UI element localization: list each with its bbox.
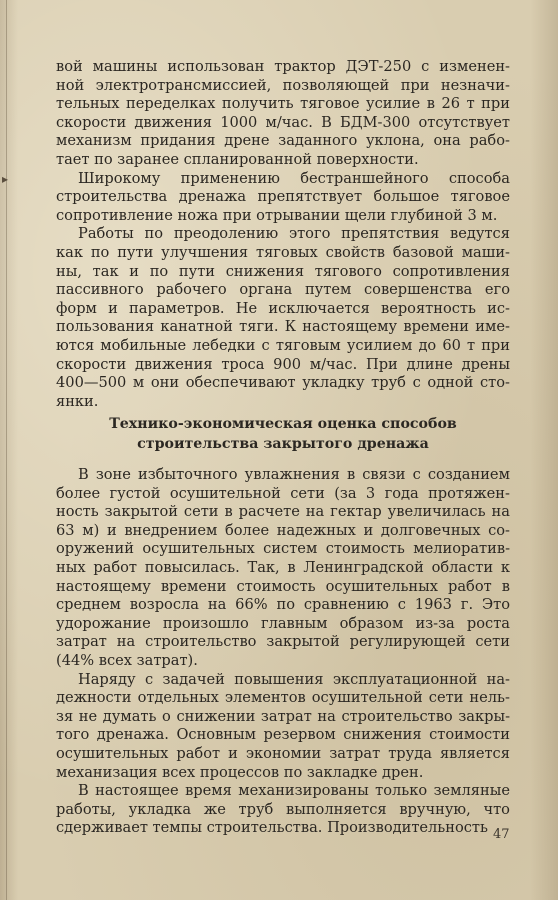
- text-line: Работы по преодолению этого препятствия ведутся: [78, 225, 510, 243]
- text-line: дежности отдельных элементов осушительной сети нель-: [56, 689, 510, 707]
- text-line: сопротивление ножа при отрывании щели глубиной 3 м.: [56, 206, 498, 224]
- text-line: оружений осушительных систем стоимость мелиоратив-: [56, 540, 510, 558]
- text-line: более густой осушительной сети (за 3 года протяжен-: [56, 484, 510, 502]
- text-block-bottom: [56, 466, 510, 838]
- text-line: среднем возросла на 66% по сравнению с 1963 г. Это: [56, 596, 510, 614]
- text-line: 400—500 м они обеспечивают укладку труб с одной сто-: [56, 374, 510, 392]
- text-line: ной электротрансмиссией, позволяющей при незначи-: [56, 76, 510, 94]
- text-line: механизм придания дрене заданного уклона, она рабо-: [56, 132, 510, 150]
- text-line: скорости движения троса 900 м/час. При длине дрены: [56, 355, 510, 373]
- margin-mark: ▸: [2, 172, 9, 186]
- text-line: пассивного рабочего органа путем совершенства его: [56, 281, 510, 299]
- page-number: 47: [493, 827, 510, 842]
- text-line: настоящему времени стоимость осушительных работ в: [56, 577, 510, 595]
- text-line: строительства дренажа препятствует большое тяговое: [56, 188, 510, 206]
- section-heading: [56, 414, 510, 454]
- section-heading-line-2: строительства закрытого дренажа: [137, 436, 429, 452]
- text-line: работы, укладка же труб выполняется вручную, что: [56, 800, 510, 818]
- text-line: ются мобильные лебедки с тяговым усилием до 60 т при: [56, 336, 510, 354]
- text-line: вой машины использован трактор ДЭТ-250 с изменен-: [56, 58, 510, 75]
- text-line: механизация всех процессов по закладке дрен.: [56, 763, 424, 781]
- text-line: 63 м) и внедрением более надежных и долговечных со-: [56, 521, 510, 539]
- text-line: (44% всех затрат).: [56, 651, 198, 669]
- text-block-top: [56, 58, 510, 411]
- text-line: затрат на строительство закрытой регулирующей сети: [56, 633, 510, 651]
- text-line: янки.: [56, 392, 99, 410]
- text-line: Широкому применению бестраншейного способа: [78, 169, 510, 187]
- text-line: тельных переделках получить тяговое усилие в 26 т при: [56, 95, 510, 113]
- text-line: как по пути улучшения тяговых свойств базовой маши-: [56, 243, 510, 261]
- text-line: тает по заранее спланированной поверхности.: [56, 150, 419, 168]
- text-line: В настоящее время механизированы только земляные: [78, 782, 510, 800]
- section-heading-line-1: Технико-экономическая оценка способов: [109, 416, 457, 432]
- text-line: скорости движения 1000 м/час. В БДМ-300 отсутствует: [56, 113, 510, 131]
- text-line: ность закрытой сети в расчете на гектар увеличилась на: [56, 503, 510, 521]
- text-line: того дренажа. Основным резервом снижения стоимости: [56, 726, 510, 744]
- text-line: зя не думать о снижении затрат на строительство закры-: [56, 707, 510, 725]
- text-line: ны, так и по пути снижения тягового сопротивления: [56, 262, 510, 280]
- text-line: В зоне избыточного увлажнения в связи с созданием: [78, 466, 510, 483]
- text-line: форм и параметров. Не исключается вероятность ис-: [56, 299, 510, 317]
- text-line: удорожание произошло главным образом из-за роста: [56, 614, 510, 632]
- text-line: сдерживает темпы строительства. Производительность: [56, 819, 488, 837]
- text-line: Наряду с задачей повышения эксплуатационной на-: [78, 670, 510, 688]
- binding-edge: [6, 0, 7, 900]
- text-line: пользования канатной тяги. К настоящему времени име-: [56, 318, 510, 336]
- text-line: ных работ повысилась. Так, в Ленинградской области к: [56, 558, 510, 576]
- text-line: осушительных работ и экономии затрат труда является: [56, 744, 510, 762]
